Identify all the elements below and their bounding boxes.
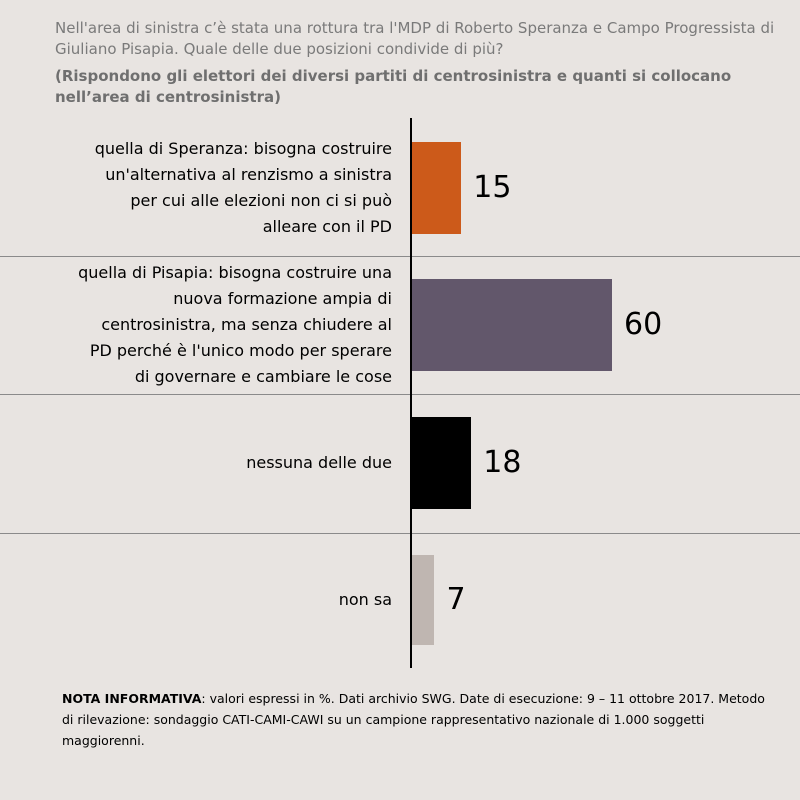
category-label-line: centrosinistra, ma senza chiudere al xyxy=(101,315,392,334)
footnote-label: NOTA INFORMATIVA xyxy=(62,691,202,706)
footnote-text: : valori espressi in %. Dati archivio SWG. Date di esecuzione: 9 – 11 ottobre 2017. Metodo di rilevazione: sondaggio CATI-CAMI-CAWI su un campione rappresentativo nazionale di 1.000 soggetti maggiorenni. xyxy=(62,691,765,748)
row-separator xyxy=(0,394,800,395)
chart-title: Nell'area di sinistra c’è stata una rottura tra l'MDP di Roberto Speranza e Campo Progressista di Giuliano Pisapia. Quale delle due posizioni condivide di più? xyxy=(55,19,775,58)
category-label-3 xyxy=(20,450,392,476)
bar-1 xyxy=(411,142,461,234)
row-separator xyxy=(0,256,800,257)
category-label-line: di governare e cambiare le cose xyxy=(134,367,392,386)
bar-4 xyxy=(411,555,434,645)
category-label-4 xyxy=(20,587,392,613)
category-label-line: quella di Pisapia: bisogna costruire una xyxy=(78,263,392,282)
category-label-1 xyxy=(20,136,392,240)
category-label-line: alleare con il PD xyxy=(262,217,392,236)
row-separator xyxy=(0,533,800,534)
footnote xyxy=(62,688,772,751)
y-axis-line xyxy=(410,118,412,668)
category-label-line: nuova formazione ampia di xyxy=(173,289,392,308)
category-label-line: non sa xyxy=(338,590,392,609)
category-label-line: per cui alle elezioni non ci si può xyxy=(130,191,392,210)
bar-2 xyxy=(411,279,612,371)
chart-subtitle: (Rispondono gli elettori dei diversi partiti di centrosinistra e quanti si collocano nell’area di centrosinistra) xyxy=(55,67,732,106)
data-label-3: 18 xyxy=(483,445,522,480)
category-label-line: nessuna delle due xyxy=(246,453,392,472)
category-label-line: un'alternativa al renzismo a sinistra xyxy=(105,165,392,184)
category-label-2 xyxy=(20,260,392,390)
bar-3 xyxy=(411,417,471,509)
category-label-line: quella di Speranza: bisogna costruire xyxy=(94,139,392,158)
data-label-1: 15 xyxy=(473,170,512,205)
data-label-2: 60 xyxy=(624,307,663,342)
data-label-4: 7 xyxy=(446,582,466,617)
category-label-line: PD perché è l'unico modo per sperare xyxy=(89,341,392,360)
